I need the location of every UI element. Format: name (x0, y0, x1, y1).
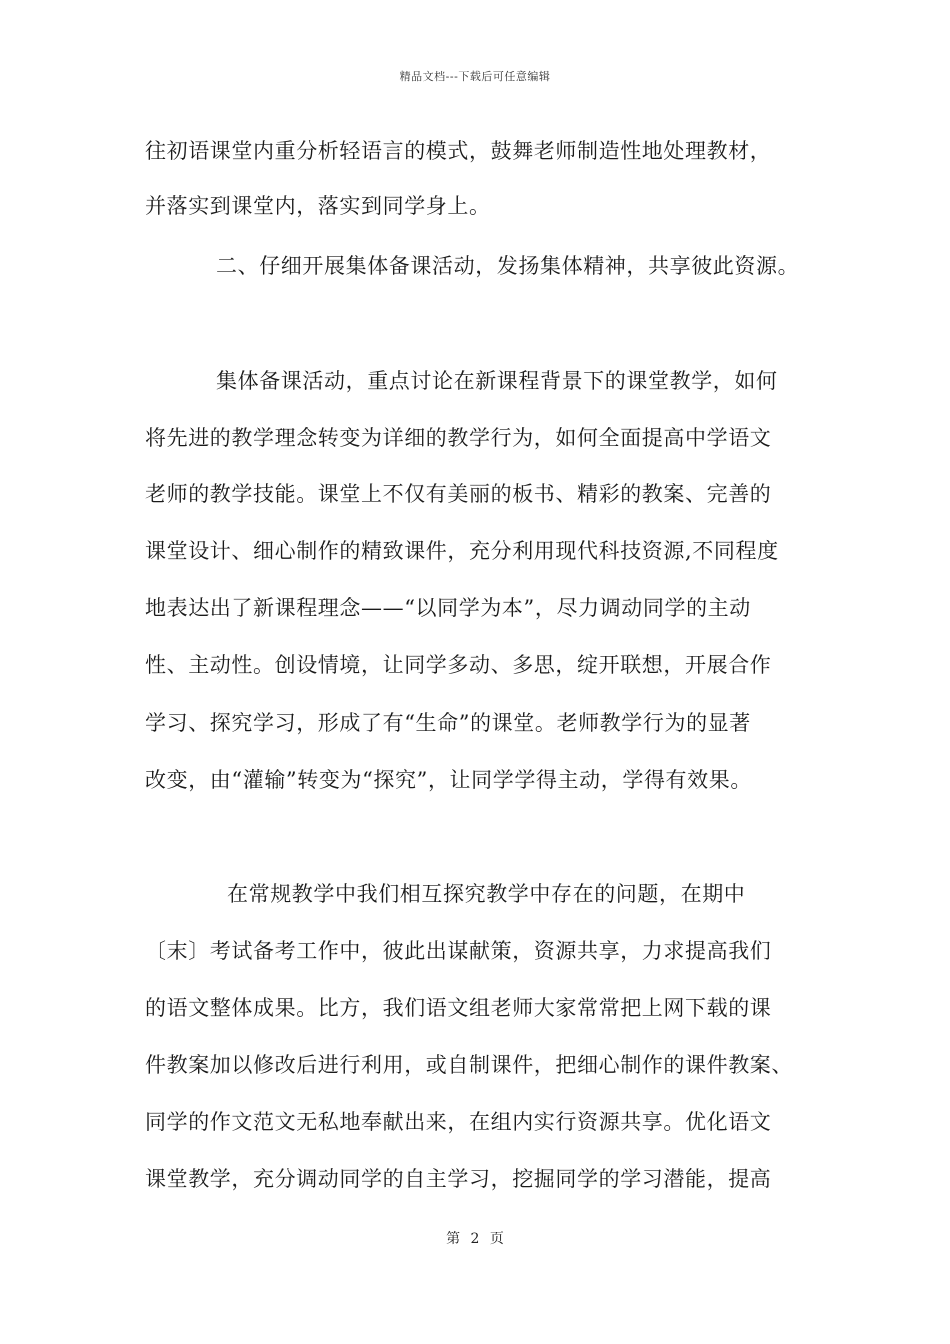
body-line: 〔末〕考试备考工作中，彼此出谋献策，资源共享，力求提高我们 (145, 939, 772, 963)
body-line: 在常规教学中我们相互探究教学中存在的问题，在期中 (227, 882, 746, 906)
body-line: 改变，由“灌输”转变为“探究”，让同学学得主动，学得有效果。 (145, 768, 752, 792)
body-line: 课堂设计、细心制作的精致课件，充分利用现代科技资源,不同程度 (145, 539, 779, 563)
body-line: 老师的教学技能。课堂上不仅有美丽的板书、精彩的教案、完善的 (145, 482, 772, 506)
body-line: 并落实到课堂内，落实到同学身上。 (145, 194, 491, 218)
body-line: 集体备课活动，重点讨论在新课程背景下的课堂教学，如何 (216, 369, 778, 393)
page-number: 第 2 页 (446, 1231, 504, 1247)
body-line: 地表达出了新课程理念——“以同学为本”，尽力调动同学的主动 (145, 596, 751, 620)
section-heading: 二、仔细开展集体备课活动，发扬集体精神，共享彼此资源。 (216, 254, 800, 278)
body-line: 将先进的教学理念转变为详细的教学行为，如何全面提高中学语文 (145, 426, 772, 450)
body-line: 学习、探究学习，形成了有“生命”的课堂。老师教学行为的显著 (145, 711, 751, 735)
body-line: 同学的作文范文无私地奉献出来，在组内实行资源共享。优化语文 (145, 1110, 772, 1134)
body-line: 往初语课堂内重分析轻语言的模式，鼓舞老师制造性地处理教材， (145, 139, 772, 163)
body-line: 课堂教学，充分调动同学的自主学习，挖掘同学的学习潜能，提高 (145, 1167, 772, 1191)
body-line: 性、主动性。创设情境，让同学多动、多思，绽开联想，开展合作 (145, 653, 772, 677)
body-line: 的语文整体成果。比方，我们语文组老师大家常常把上网下载的课 (145, 996, 772, 1020)
page-header: 精品文档---下载后可任意编辑 (399, 70, 551, 83)
body-line: 件教案加以修改后进行利用，或自制课件，把细心制作的课件教案、 (145, 1053, 793, 1077)
